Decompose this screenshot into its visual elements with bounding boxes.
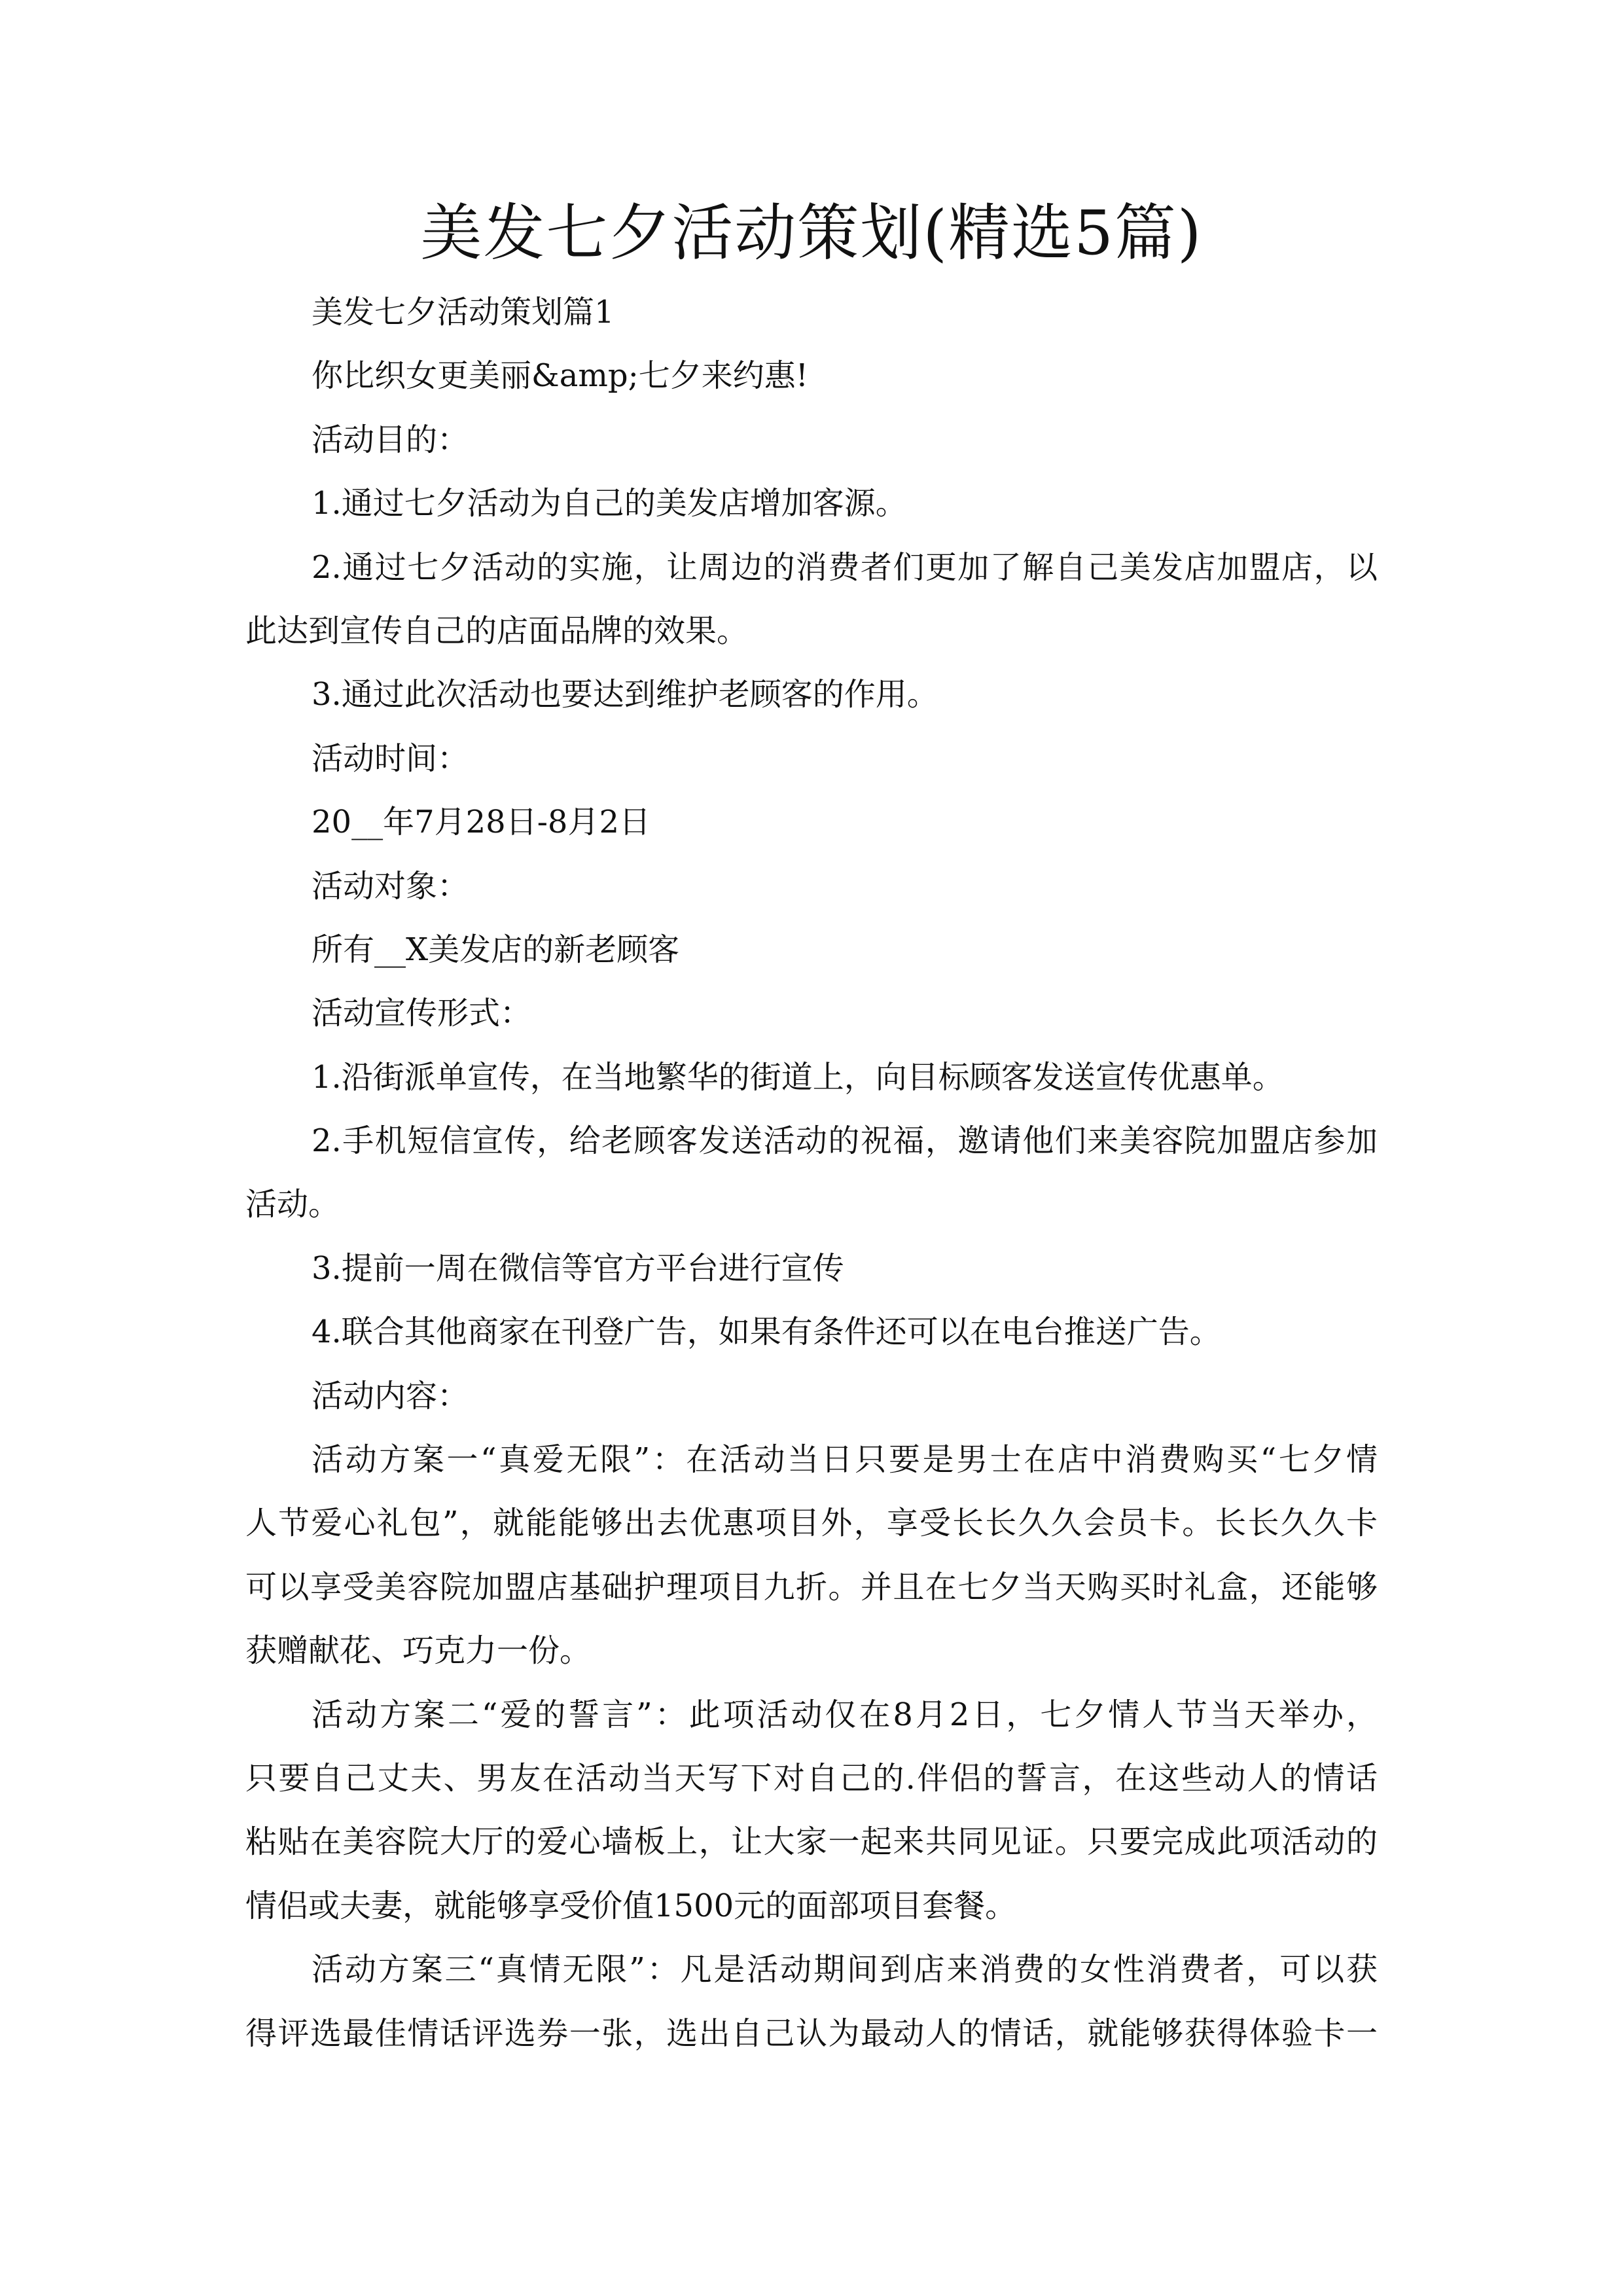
text-line: 活动对象： bbox=[312, 867, 469, 905]
text-line: 活动方案一“真爱无限”：在活动当日只要是男士在店中消费购买“七夕情 bbox=[312, 1441, 1378, 1479]
text-line: 粘贴在美容院大厅的爱心墙板上，让大家一起来共同见证。只要完成此项活动的 bbox=[245, 1823, 1378, 1861]
text-line: 美发七夕活动策划篇1 bbox=[312, 294, 615, 331]
text-line: 活动目的： bbox=[312, 421, 469, 458]
text-line: 获赠献花、巧克力一份。 bbox=[245, 1632, 592, 1670]
text-line: 1.沿街派单宣传，在当地繁华的街道上，向目标顾客发送宣传优惠单。 bbox=[312, 1058, 1284, 1096]
text-line: 人节爱心礼包”，就能能够出去优惠项目外，享受长长久久会员卡。长长久久卡 bbox=[245, 1505, 1378, 1542]
text-line: 你比织女更美丽&amp;七夕来约惠! bbox=[312, 357, 809, 395]
text-line: 2.通过七夕活动的实施，让周边的消费者们更加了解自己美发店加盟店，以 bbox=[312, 548, 1378, 586]
text-line: 活动。 bbox=[245, 1186, 340, 1223]
text-line: 活动内容： bbox=[312, 1377, 469, 1414]
text-line: 3.提前一周在微信等官方平台进行宣传 bbox=[312, 1249, 844, 1287]
text-line: 3.通过此次活动也要达到维护老顾客的作用。 bbox=[312, 676, 938, 713]
text-line: 1.通过七夕活动为自己的美发店增加客源。 bbox=[312, 485, 907, 522]
document-body bbox=[245, 281, 1378, 2066]
text-line: 活动时间： bbox=[312, 740, 469, 777]
text-line: 20__年7月28日-8月2日 bbox=[312, 804, 651, 841]
text-line: 得评选最佳情话评选券一张，选出自己认为最动人的情话，就能够获得体验卡一 bbox=[245, 2015, 1378, 2052]
text-line: 活动宣传形式： bbox=[312, 995, 532, 1032]
text-line: 4.联合其他商家在刊登广告，如果有条件还可以在电台推送广告。 bbox=[312, 1314, 1221, 1351]
text-line: 只要自己丈夫、男友在活动当天写下对自己的.伴侣的誓言，在这些动人的情话 bbox=[245, 1759, 1378, 1797]
text-line: 可以享受美容院加盟店基础护理项目九折。并且在七夕当天购买时礼盒，还能够 bbox=[245, 1568, 1378, 1605]
text-line: 2.手机短信宣传，给老顾客发送活动的祝福，邀请他们来美容院加盟店参加 bbox=[312, 1122, 1378, 1160]
text-line: 所有__X美发店的新老顾客 bbox=[312, 931, 680, 968]
text-line: 活动方案三“真情无限”：凡是活动期间到店来消费的女性消费者，可以获 bbox=[312, 1951, 1378, 1988]
text-line: 活动方案二“爱的誓言”：此项活动仅在8月2日，七夕情人节当天举办， bbox=[312, 1696, 1378, 1733]
document-title: 美发七夕活动策划(精选5篇) bbox=[420, 198, 1203, 269]
text-line: 情侣或夫妻，就能够享受价值1500元的面部项目套餐。 bbox=[245, 1887, 1017, 1924]
text-line: 此达到宣传自己的店面品牌的效果。 bbox=[245, 612, 749, 649]
